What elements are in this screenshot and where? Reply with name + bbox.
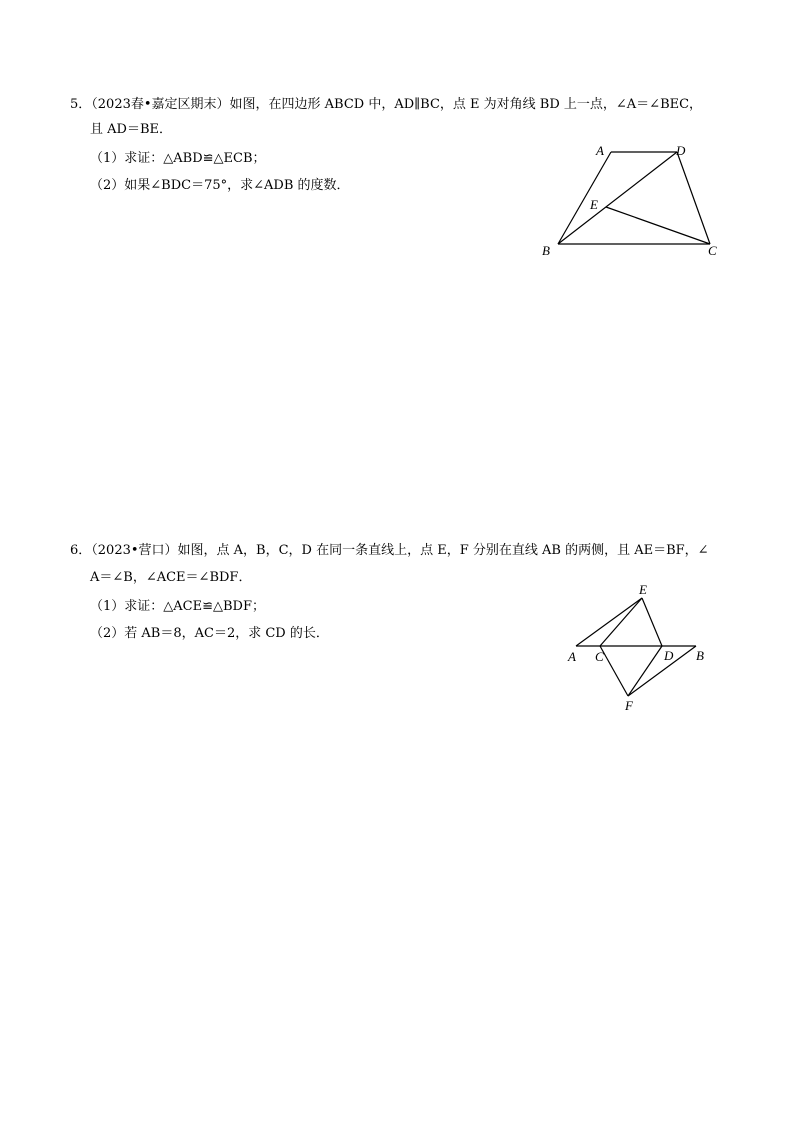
label-A: A xyxy=(568,649,576,664)
segment-CF xyxy=(600,646,628,696)
problem-5-statement-line1: 5．（2023春•嘉定区期末）如图，在四边形 ABCD 中，AD∥BC，点 E 为对角线 BD 上一点，∠A＝∠BEC， xyxy=(70,97,703,112)
segment-EC xyxy=(606,207,710,244)
label-C: C xyxy=(595,649,604,664)
problem-6-statement-line2: A＝∠B，∠ACE＝∠BDF． xyxy=(90,570,252,585)
problem-6-part1: （1）求证：△ACE≌△BDF； xyxy=(90,599,265,614)
label-A: A xyxy=(596,143,604,158)
problem-5-figure xyxy=(530,135,730,269)
label-F: F xyxy=(625,698,633,713)
segment-BF xyxy=(628,646,696,696)
segment-CE xyxy=(600,598,642,646)
segment-ED xyxy=(642,598,662,646)
problem-5-part1: （1）求证：△ABD≌△ECB； xyxy=(90,151,266,166)
segment-DC xyxy=(677,152,710,244)
segment-AE xyxy=(576,598,642,646)
problem-6-part2: （2）若 AB＝8，AC＝2，求 CD 的长． xyxy=(90,626,329,641)
label-D: D xyxy=(664,648,674,663)
problem-5-statement-line2: 且 AD＝BE． xyxy=(90,122,172,137)
segment-DF xyxy=(628,646,662,696)
problem-5-part2: （2）如果∠BDC＝75°，求∠ADB 的度数． xyxy=(90,178,350,193)
label-B: B xyxy=(542,243,550,258)
problem-6-figure xyxy=(560,578,720,722)
problem-6-statement-line1: 6．（2023•营口）如图，点 A，B，C，D 在同一条直线上，点 E，F 分别在直线 AB 的两侧，且 AE＝BF，∠ xyxy=(70,543,709,558)
label-D: D xyxy=(676,143,686,158)
label-C: C xyxy=(708,243,717,258)
label-B: B xyxy=(696,648,704,663)
segment-AB xyxy=(558,152,611,244)
segment-BD xyxy=(558,152,677,244)
label-E: E xyxy=(590,197,598,212)
label-E: E xyxy=(639,582,647,597)
